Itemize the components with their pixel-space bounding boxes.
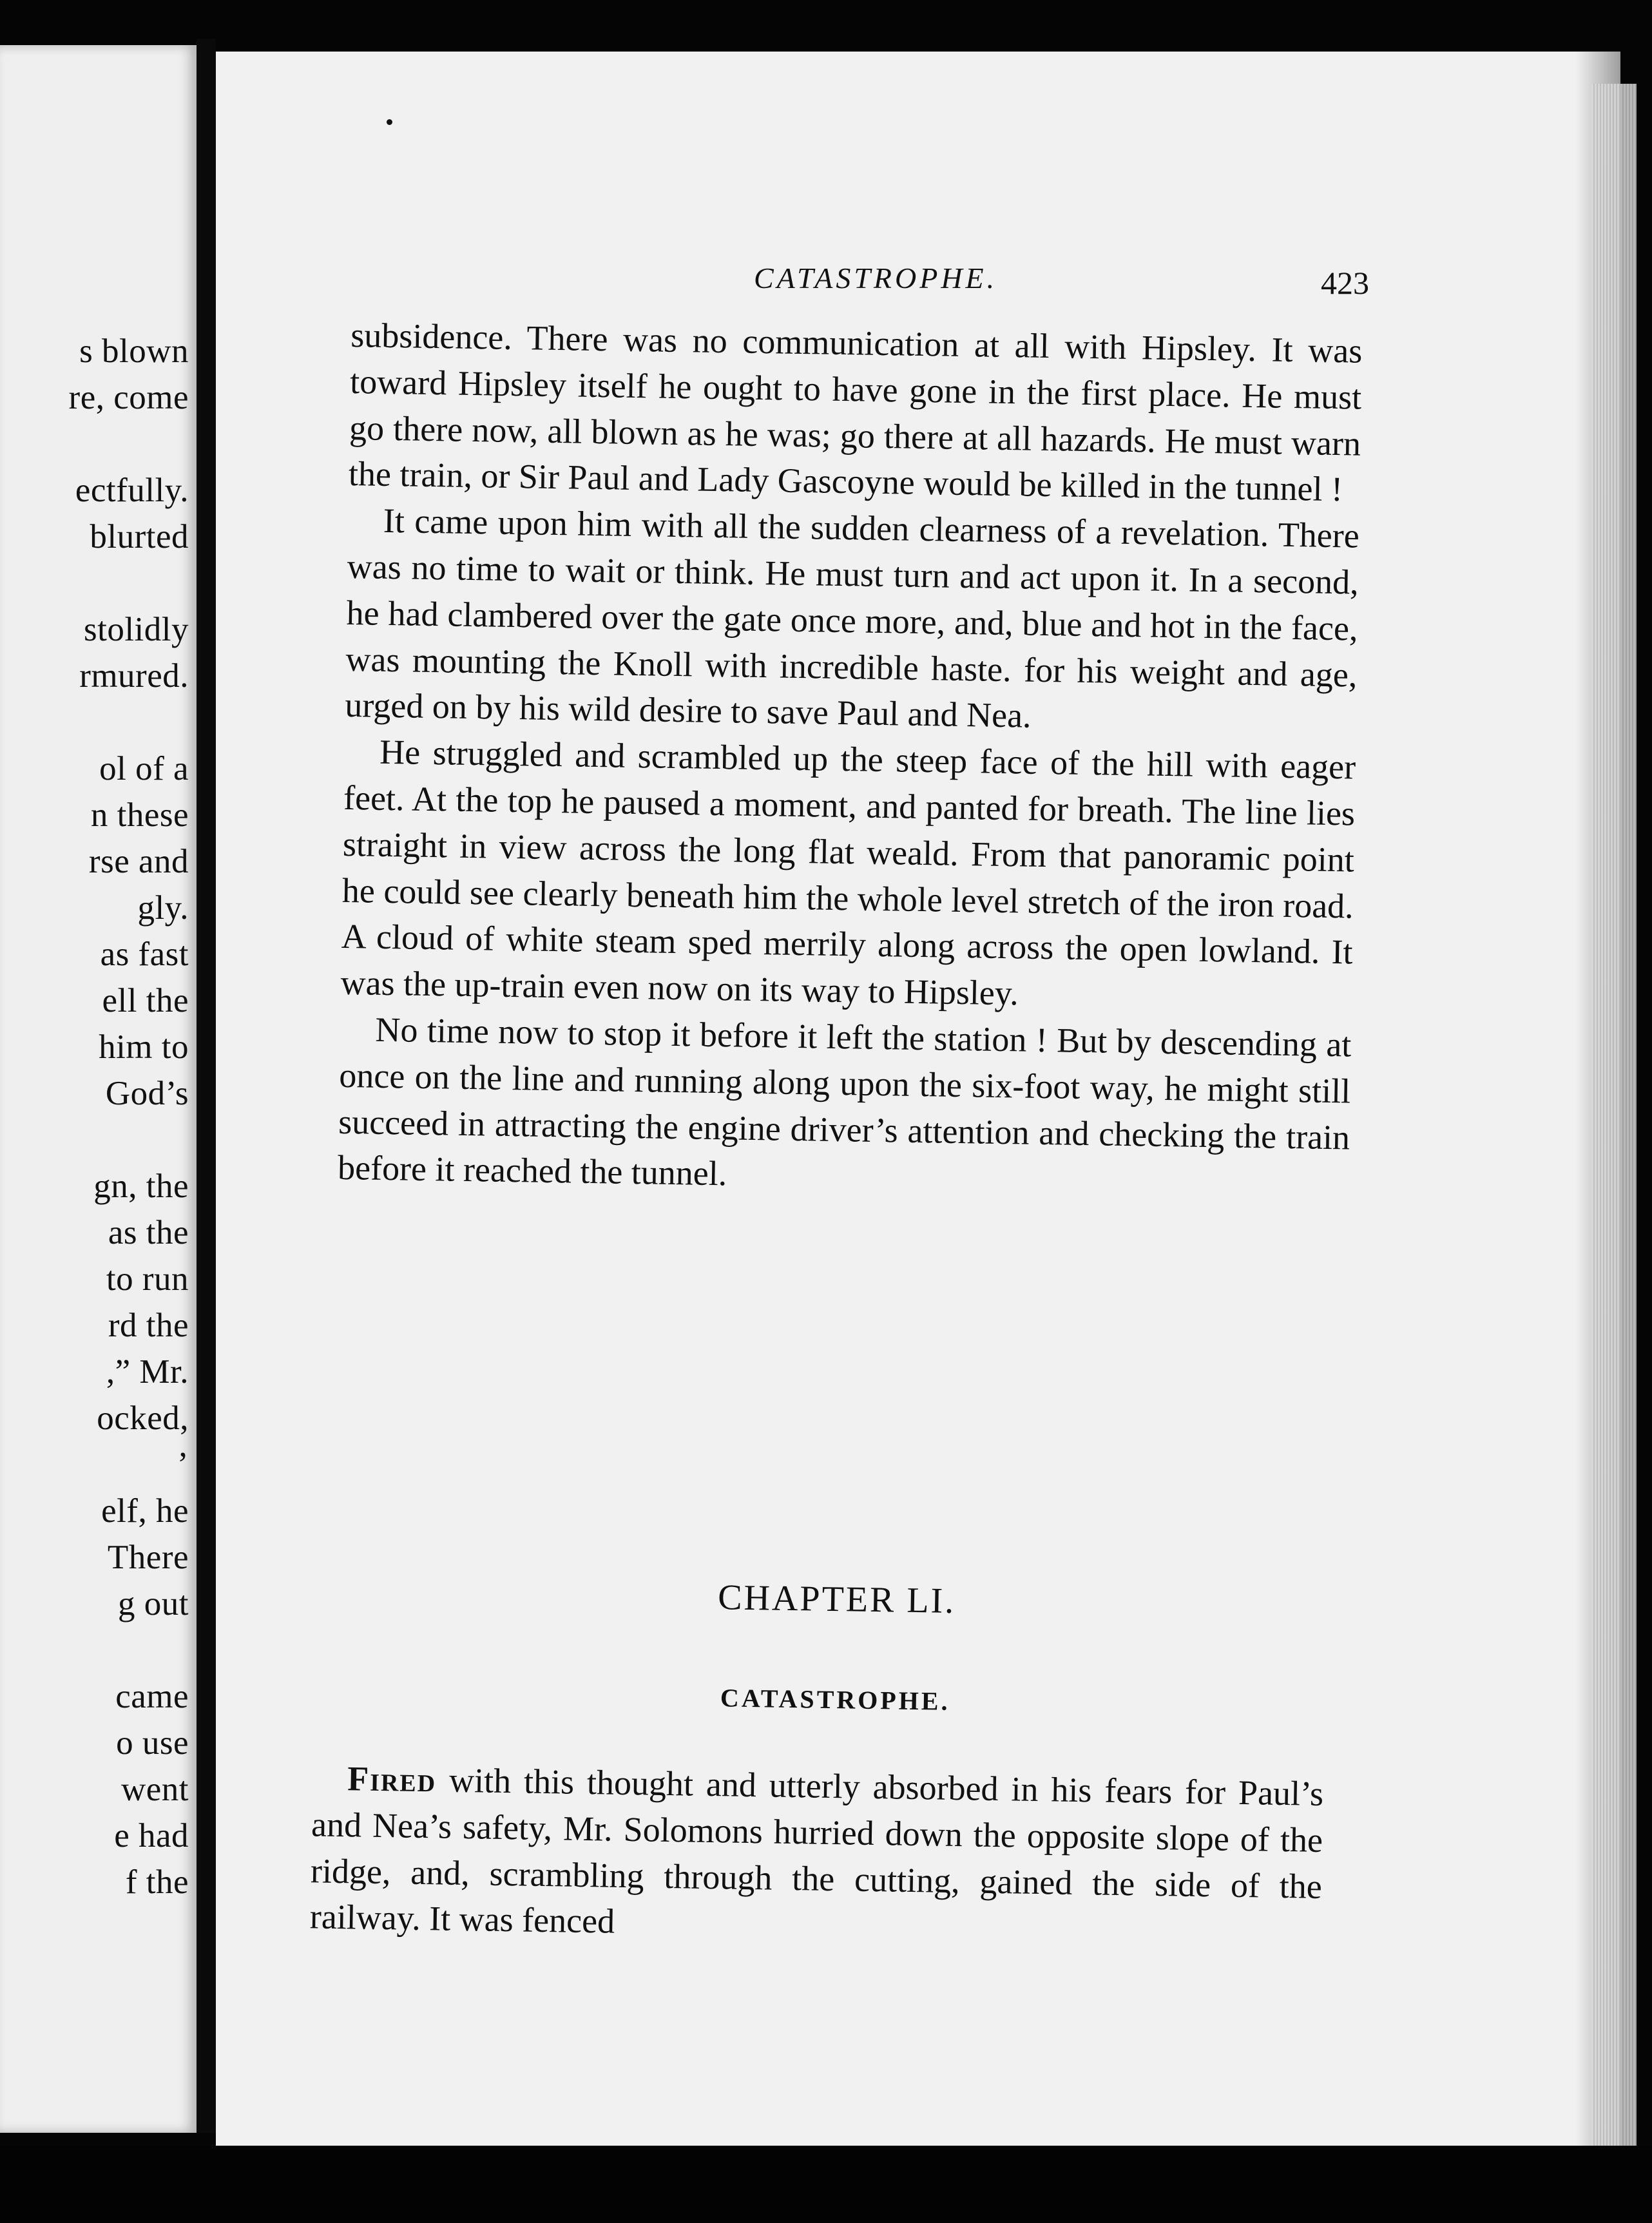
left-page-line: n these (90, 796, 189, 834)
ink-speck (387, 119, 392, 125)
left-page-line: blurted (90, 518, 189, 555)
chapter-opening-paragraph (309, 1755, 1323, 1956)
body-text (309, 313, 1363, 1941)
opening-text: with this thought and utterly absorbed in his fears for Paul’s and Nea’s safety, Mr. Solomons hurried down the opposite slope of the ridge, and, scrambling through the cutting, gained the side of the railway. It was fenced (309, 1760, 1324, 1941)
chapter-title: CATASTROPHE. (720, 1683, 950, 1716)
left-page-line: e had (114, 1817, 189, 1854)
page-number: 423 (1321, 265, 1369, 301)
left-page-line: gly. (137, 889, 189, 927)
left-page-line: ocked, (97, 1400, 189, 1437)
left-page (0, 45, 197, 2133)
right-page (216, 52, 1620, 2146)
running-head: CATASTROPHE. (754, 262, 998, 294)
left-page-line: stolidly (83, 611, 189, 648)
paragraph: subsidence. There was no communication at all with Hipsley. It was toward Hipsley itself he ought to have gone in the first place. He must go there now, all blown as he was; go there at all hazards. He must warn the train, or Sir Paul and Lady Gascoyne would be killed in the tunnel ! (348, 315, 1363, 509)
left-page-line: ,” Mr. (106, 1353, 189, 1391)
left-page-line: came (115, 1678, 189, 1715)
left-page-line: as fast (100, 936, 189, 973)
left-page-line: rmured. (79, 657, 189, 695)
left-page-line: to run (106, 1260, 189, 1298)
left-page-line: rse and (88, 843, 189, 880)
paragraph: No time now to stop it before it left the station ! But by descending at once on the line and running along upon the six-foot way, he might still succeed in attracting the engine driver’s attention and checking the train before it reached the tunnel. (337, 1010, 1352, 1193)
left-page-line: as the (108, 1214, 189, 1251)
page-fore-edge (1591, 84, 1637, 2146)
paragraph: He struggled and scrambled up the steep face of the hill with eager feet. At the top he paused a moment, and panted for breath. The line lies straight in view across the long flat weald. From that panoramic point he could see clearly beneath him the whole level stretch of the iron road. A cloud of white steam sped merrily along across the open lowland. It was the up-train even now on its way to Hipsley. (340, 732, 1356, 1013)
chapter-heading: CHAPTER LI. (717, 1577, 956, 1621)
left-page-line: elf, he (101, 1492, 189, 1530)
scan-bottom-border (0, 2146, 1652, 2223)
left-page-line: o use (116, 1724, 189, 1762)
left-page-line: re, come (68, 379, 189, 416)
left-page-line: g out (118, 1585, 189, 1622)
left-page-line: him to (99, 1028, 189, 1066)
left-page-line: ell the (102, 982, 189, 1019)
left-page-line: God’s (105, 1075, 189, 1112)
left-page-line: There (107, 1539, 189, 1576)
left-page-line: ol of a (99, 750, 189, 787)
left-page-line: f the (125, 1863, 189, 1901)
left-page-line: gn, the (93, 1168, 189, 1205)
opening-word: Fired (347, 1759, 437, 1800)
left-page-line: ectfully. (75, 472, 189, 509)
left-page-line: rd the (108, 1307, 189, 1344)
left-page-line: s blown (79, 332, 189, 370)
left-page-line: went (120, 1771, 189, 1808)
book-gutter (197, 39, 216, 2133)
left-page-line: ’ (177, 1446, 189, 1483)
paragraph: It came upon him with all the sudden clearness of a revelation. There was no time to wait or think. He must turn and act upon it. In a second, he had clambered over the gate once more, and, blue and hot in the face, was mounting the Knoll with incredible haste. for his weight and age, urged on by his wild desire to save Paul and Nea. (344, 501, 1360, 736)
